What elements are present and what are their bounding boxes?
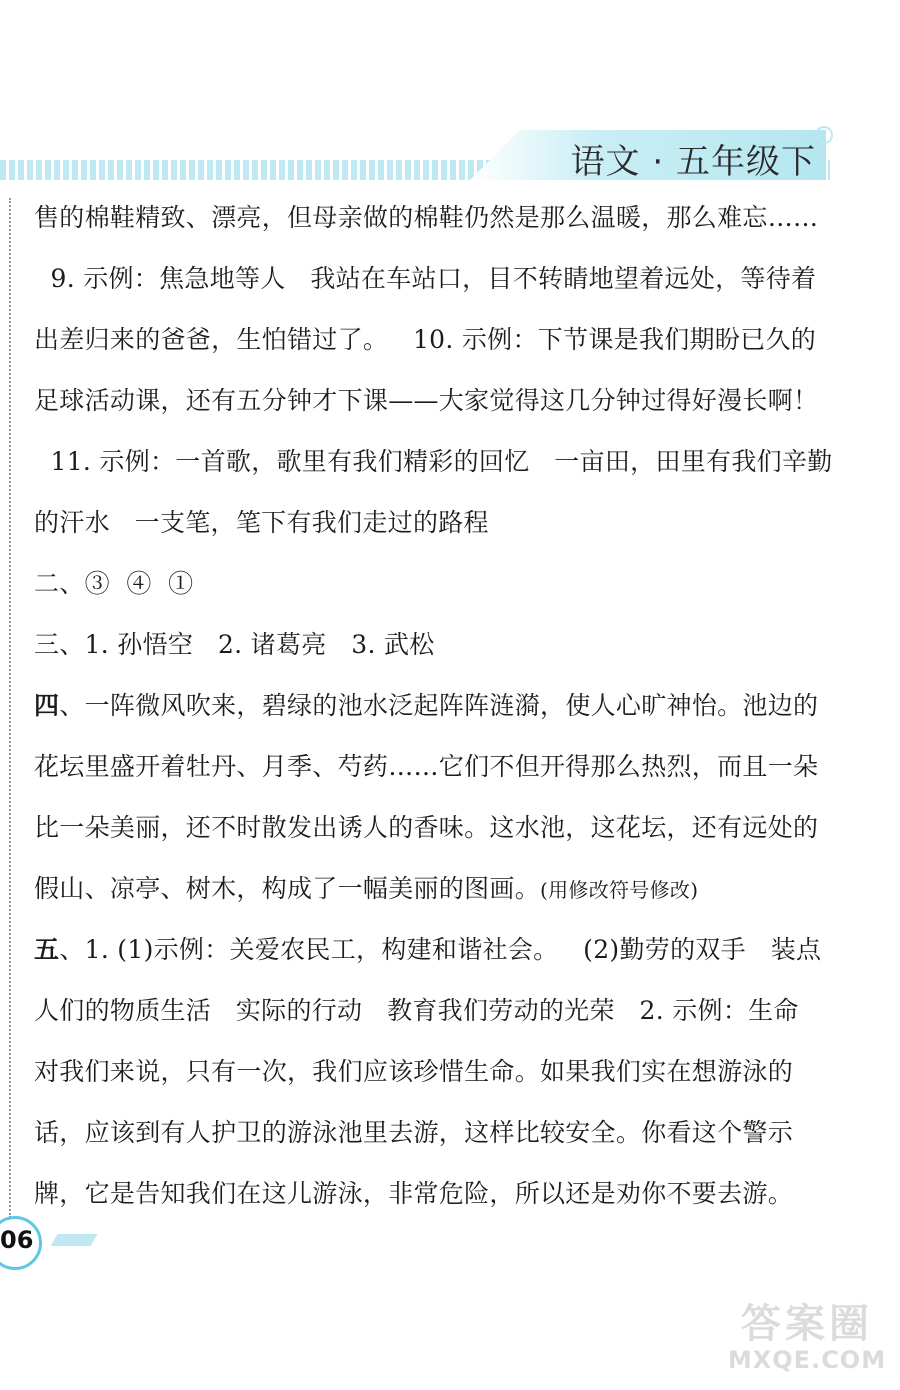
watermark-logo [722,1302,892,1380]
section-four-label: 四 [34,691,60,720]
text-line: 话，应该到有人护卫的游泳池里去游，这样比较安全。你看这个警示 [34,1118,794,1147]
margin-dotted-line [9,198,11,1218]
section-five-text: 、1. (1)示例：关爱农民工，构建和谐社会。 (2)勤劳的双手 装点 [59,935,822,964]
section-five-first-line [34,922,834,983]
correction-note: (用修改符号修改) [540,878,699,902]
answer-content [34,190,834,1227]
text-line: 花坛里盛开着牡丹、月季、芍药……它们不但开得那么热烈，而且一朵 [34,752,819,781]
section-four-text: 、一阵微风吹来，碧绿的池水泛起阵阵涟漪，使人心旷神怡。池边的 [59,691,819,720]
header-circle-decoration [815,126,833,144]
section-five-label: 五 [34,935,60,964]
text-line: 比一朵美丽，还不时散发出诱人的香味。这水池，这花坛，还有远处的 [34,813,819,842]
text-line: 出差归来的爸爸，生怕错过了。 10. 示例：下节课是我们期盼已久的 [34,325,817,354]
text-line: 的汗水 一支笔，笔下有我们走过的路程 [34,508,489,537]
page-stripe-decoration [51,1234,98,1246]
text-line: 9. 示例：焦急地等人 我站在车站口，目不转睛地望着远处，等待着 [34,264,817,293]
text-line: 11. 示例：一首歌，歌里有我们精彩的回忆 一亩田，田里有我们辛勤 [34,447,833,476]
text-line: 人们的物质生活 实际的行动 教育我们劳动的光荣 2. 示例：生命 [34,996,799,1025]
section-four-last-text: 假山、凉亭、树木，构成了一幅美丽的图画。 [34,874,541,903]
text-line: 三、1. 孙悟空 2. 诸葛亮 3. 武松 [34,630,435,659]
watermark-bottom-text: MXQE.COM [727,1346,887,1374]
header-title: 语文 · 五年级下 [570,142,816,182]
text-line: 足球活动课，还有五分钟才下课——大家觉得这几分钟过得好漫长啊！ [34,386,819,415]
text-line: 牌，它是告知我们在这儿游泳，非常危险，所以还是劝你不要去游。 [34,1179,794,1208]
section-four-first-line [34,678,834,739]
text-line: 对我们来说，只有一次，我们应该珍惜生命。如果我们实在想游泳的 [34,1057,794,1086]
text-line: 售的棉鞋精致、漂亮，但母亲做的棉鞋仍然是那么温暖，那么难忘…… [34,203,819,232]
section-four-last-line [34,861,834,922]
page-number: 06 [0,1226,34,1254]
text-line: 二、③ ④ ① [34,569,194,598]
watermark-top-text: 答案圈 [741,1301,873,1347]
